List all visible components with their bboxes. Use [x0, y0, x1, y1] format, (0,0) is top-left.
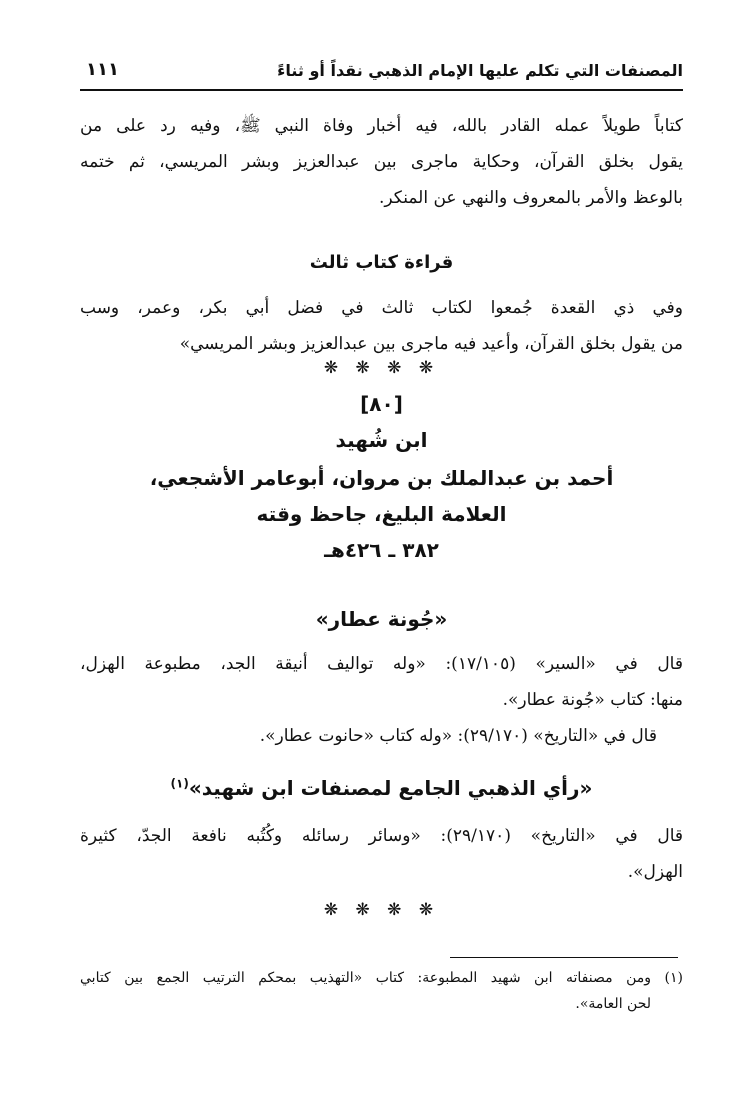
entry-name: ابن شُهيد: [335, 428, 428, 452]
section-heading: قراءة كتاب ثالث: [309, 252, 454, 273]
page-header: [80, 55, 683, 91]
running-title: المصنفات التي تكلم عليها الإمام الذهبي نقداً أو ثناءً: [277, 61, 683, 80]
heading-text: «رأي الذهبي الجامع لمصنفات ابن شهيد»: [188, 776, 593, 800]
entry-number: [٨٠]: [360, 392, 403, 416]
intro-paragraph: [80, 108, 683, 216]
third-reading-paragraph: [80, 290, 683, 362]
text-line: من يقول بخلق القرآن، وأعيد فيه ماجرى بين عبدالعزيز وبشر المريسي»: [179, 334, 683, 354]
text-line: يقول بخلق القرآن، وحكاية ماجرى بين عبدالعزيز وبشر المريسي، ثم ختمه: [80, 152, 683, 172]
footnote: [80, 965, 683, 1017]
text-line: وفي ذي القعدة جُمعوا لكتاب ثالث في فضل أبي بكر، وعمر، وسب: [80, 298, 683, 318]
footnote-line: (١) ومن مصنفاته ابن شهيد المطبوعة: كتاب «التهذيب بمحكم الترتيب الجمع بين كتابي: [80, 970, 683, 986]
jawna-paragraph: [80, 646, 683, 754]
entry-dates: ٣٨٢ ـ ٤٢٦هـ: [324, 538, 439, 562]
entry-full-name: أحمد بن عبدالملك بن مروان، أبوعامر الأشجعي،: [149, 466, 614, 490]
text-line: الهزل».: [627, 862, 683, 882]
footnote-ref: (١): [170, 776, 189, 791]
text-line: بالوعظ والأمر بالمعروف والنهي عن المنكر.: [379, 188, 683, 208]
section-heading: «جُونة عطار»: [315, 607, 448, 631]
text-line: قال في «السير» (١٧/١٠٥): «وله تواليف أنيقة الجد، مطبوعة الهزل،: [80, 654, 683, 674]
page-number: ١١١: [86, 59, 119, 80]
footnote-divider: [450, 957, 678, 958]
separator-ornament: ❋ ❋ ❋ ❋: [323, 900, 440, 920]
section-heading: [80, 776, 683, 800]
opinion-paragraph: [80, 818, 683, 890]
text-line: قال في «التاريخ» (٢٩/١٧٠): «وله كتاب «حانوت عطار».: [259, 726, 657, 746]
text-line: قال في «التاريخ» (٢٩/١٧٠): «وسائر رسائله وكُتُبه نافعة الجدّ، كثيرة: [80, 826, 683, 846]
separator-ornament: ❋ ❋ ❋ ❋: [323, 358, 440, 378]
entry-title: العلامة البليغ، جاحظ وقته: [256, 502, 507, 526]
text-line: منها: كتاب «جُونة عطار».: [502, 690, 683, 710]
footnote-line: لحن العامة».: [575, 996, 651, 1012]
text-line: كتاباً طويلاً عمله القادر بالله، فيه أخبار وفاة النبي ﷺ، وفيه رد على من: [80, 116, 683, 136]
